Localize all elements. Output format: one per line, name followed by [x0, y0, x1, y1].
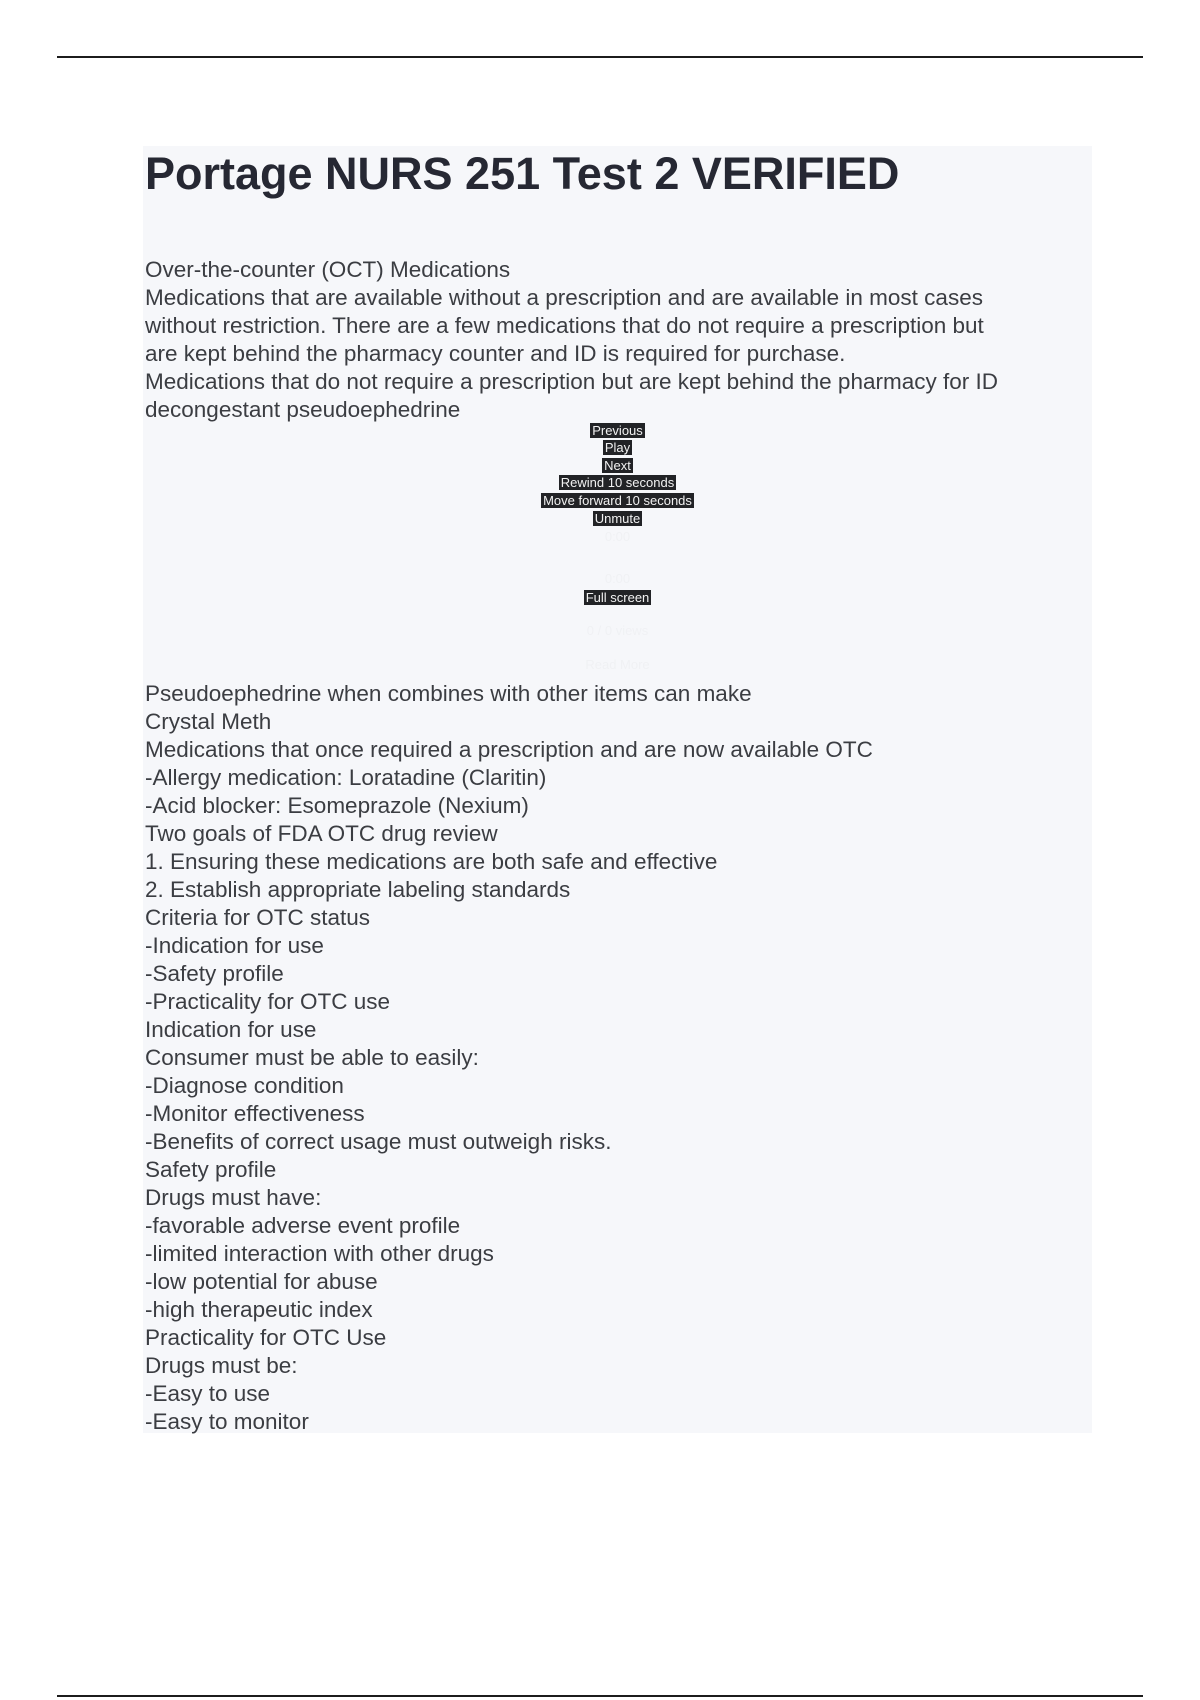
text-line: -Easy to use [145, 1381, 271, 1406]
video-player [500, 423, 735, 683]
text-line: -Easy to monitor [145, 1409, 309, 1434]
text-line: Indication for use [145, 1017, 317, 1042]
read-more-label: Read More [585, 657, 650, 672]
text-line: 1. Ensuring these medications are both safe and effective [145, 849, 718, 874]
text-line: Safety profile [145, 1157, 277, 1182]
play-label: Play [604, 440, 631, 455]
duration-time [500, 571, 735, 587]
text-line: Medications that once required a prescription and are now available OTC [145, 737, 873, 762]
read-more-link[interactable] [500, 657, 735, 673]
text-line: Drugs must have: [145, 1185, 322, 1210]
text-line: are kept behind the pharmacy counter and ID is required for purchase. [145, 341, 846, 366]
intro-text-block [145, 256, 1075, 424]
text-line: -Diagnose condition [145, 1073, 344, 1098]
text-line: 2. Establish appropriate labeling standards [145, 877, 571, 902]
text-line: -favorable adverse event profile [145, 1213, 461, 1238]
text-line: Two goals of FDA OTC drug review [145, 821, 498, 846]
text-line: -Monitor effectiveness [145, 1101, 365, 1126]
current-time [500, 529, 735, 545]
notes-text-block [145, 680, 1075, 1436]
text-line: -Practicality for OTC use [145, 989, 391, 1014]
previous-label: Previous [592, 423, 643, 438]
play-button[interactable] [500, 440, 735, 456]
text-line: -Safety profile [145, 961, 284, 986]
previous-button[interactable] [500, 423, 735, 439]
forward-label: Move forward 10 seconds [543, 493, 692, 508]
text-line: -low potential for abuse [145, 1269, 378, 1294]
unmute-button[interactable] [500, 511, 735, 527]
unmute-label: Unmute [594, 511, 641, 526]
current-time-label: 0:00 [604, 529, 631, 544]
text-line: Pseudoephedrine when combines with other items can make [145, 681, 752, 706]
text-line: Over-the-counter (OCT) Medications [145, 257, 511, 282]
next-label: Next [604, 458, 631, 473]
text-line: Consumer must be able to easily: [145, 1045, 479, 1070]
document-title: Portage NURS 251 Test 2 VERIFIED [145, 148, 900, 199]
next-button[interactable] [500, 458, 735, 474]
text-line: -limited interaction with other drugs [145, 1241, 494, 1266]
text-line: -Indication for use [145, 933, 324, 958]
text-line: -Benefits of correct usage must outweigh risks. [145, 1129, 612, 1154]
text-line: -Allergy medication: Loratadine (Claritin) [145, 765, 547, 790]
text-line: Practicality for OTC Use [145, 1325, 387, 1350]
text-line: without restriction. There are a few medications that do not require a prescription but [145, 313, 984, 338]
forward-button[interactable] [500, 493, 735, 509]
text-line: Criteria for OTC status [145, 905, 371, 930]
page-bottom-rule [57, 1695, 1143, 1697]
text-line: Medications that do not require a prescription but are kept behind the pharmacy for ID [145, 369, 998, 394]
text-line: Medications that are available without a prescription and are available in most cases [145, 285, 983, 310]
fullscreen-button[interactable] [500, 590, 735, 606]
page-top-rule [57, 56, 1143, 58]
text-line: -high therapeutic index [145, 1297, 373, 1322]
text-line: Crystal Meth [145, 709, 272, 734]
views-label: 0 / 0 views [586, 623, 649, 638]
text-line: decongestant pseudoephedrine [145, 397, 461, 422]
rewind-label: Rewind 10 seconds [560, 475, 675, 490]
rewind-button[interactable] [500, 475, 735, 491]
fullscreen-label: Full screen [585, 590, 650, 605]
duration-time-label: 0:00 [604, 571, 631, 586]
text-line: -Acid blocker: Esomeprazole (Nexium) [145, 793, 529, 818]
text-line: Drugs must be: [145, 1353, 298, 1378]
views-counter [500, 623, 735, 639]
